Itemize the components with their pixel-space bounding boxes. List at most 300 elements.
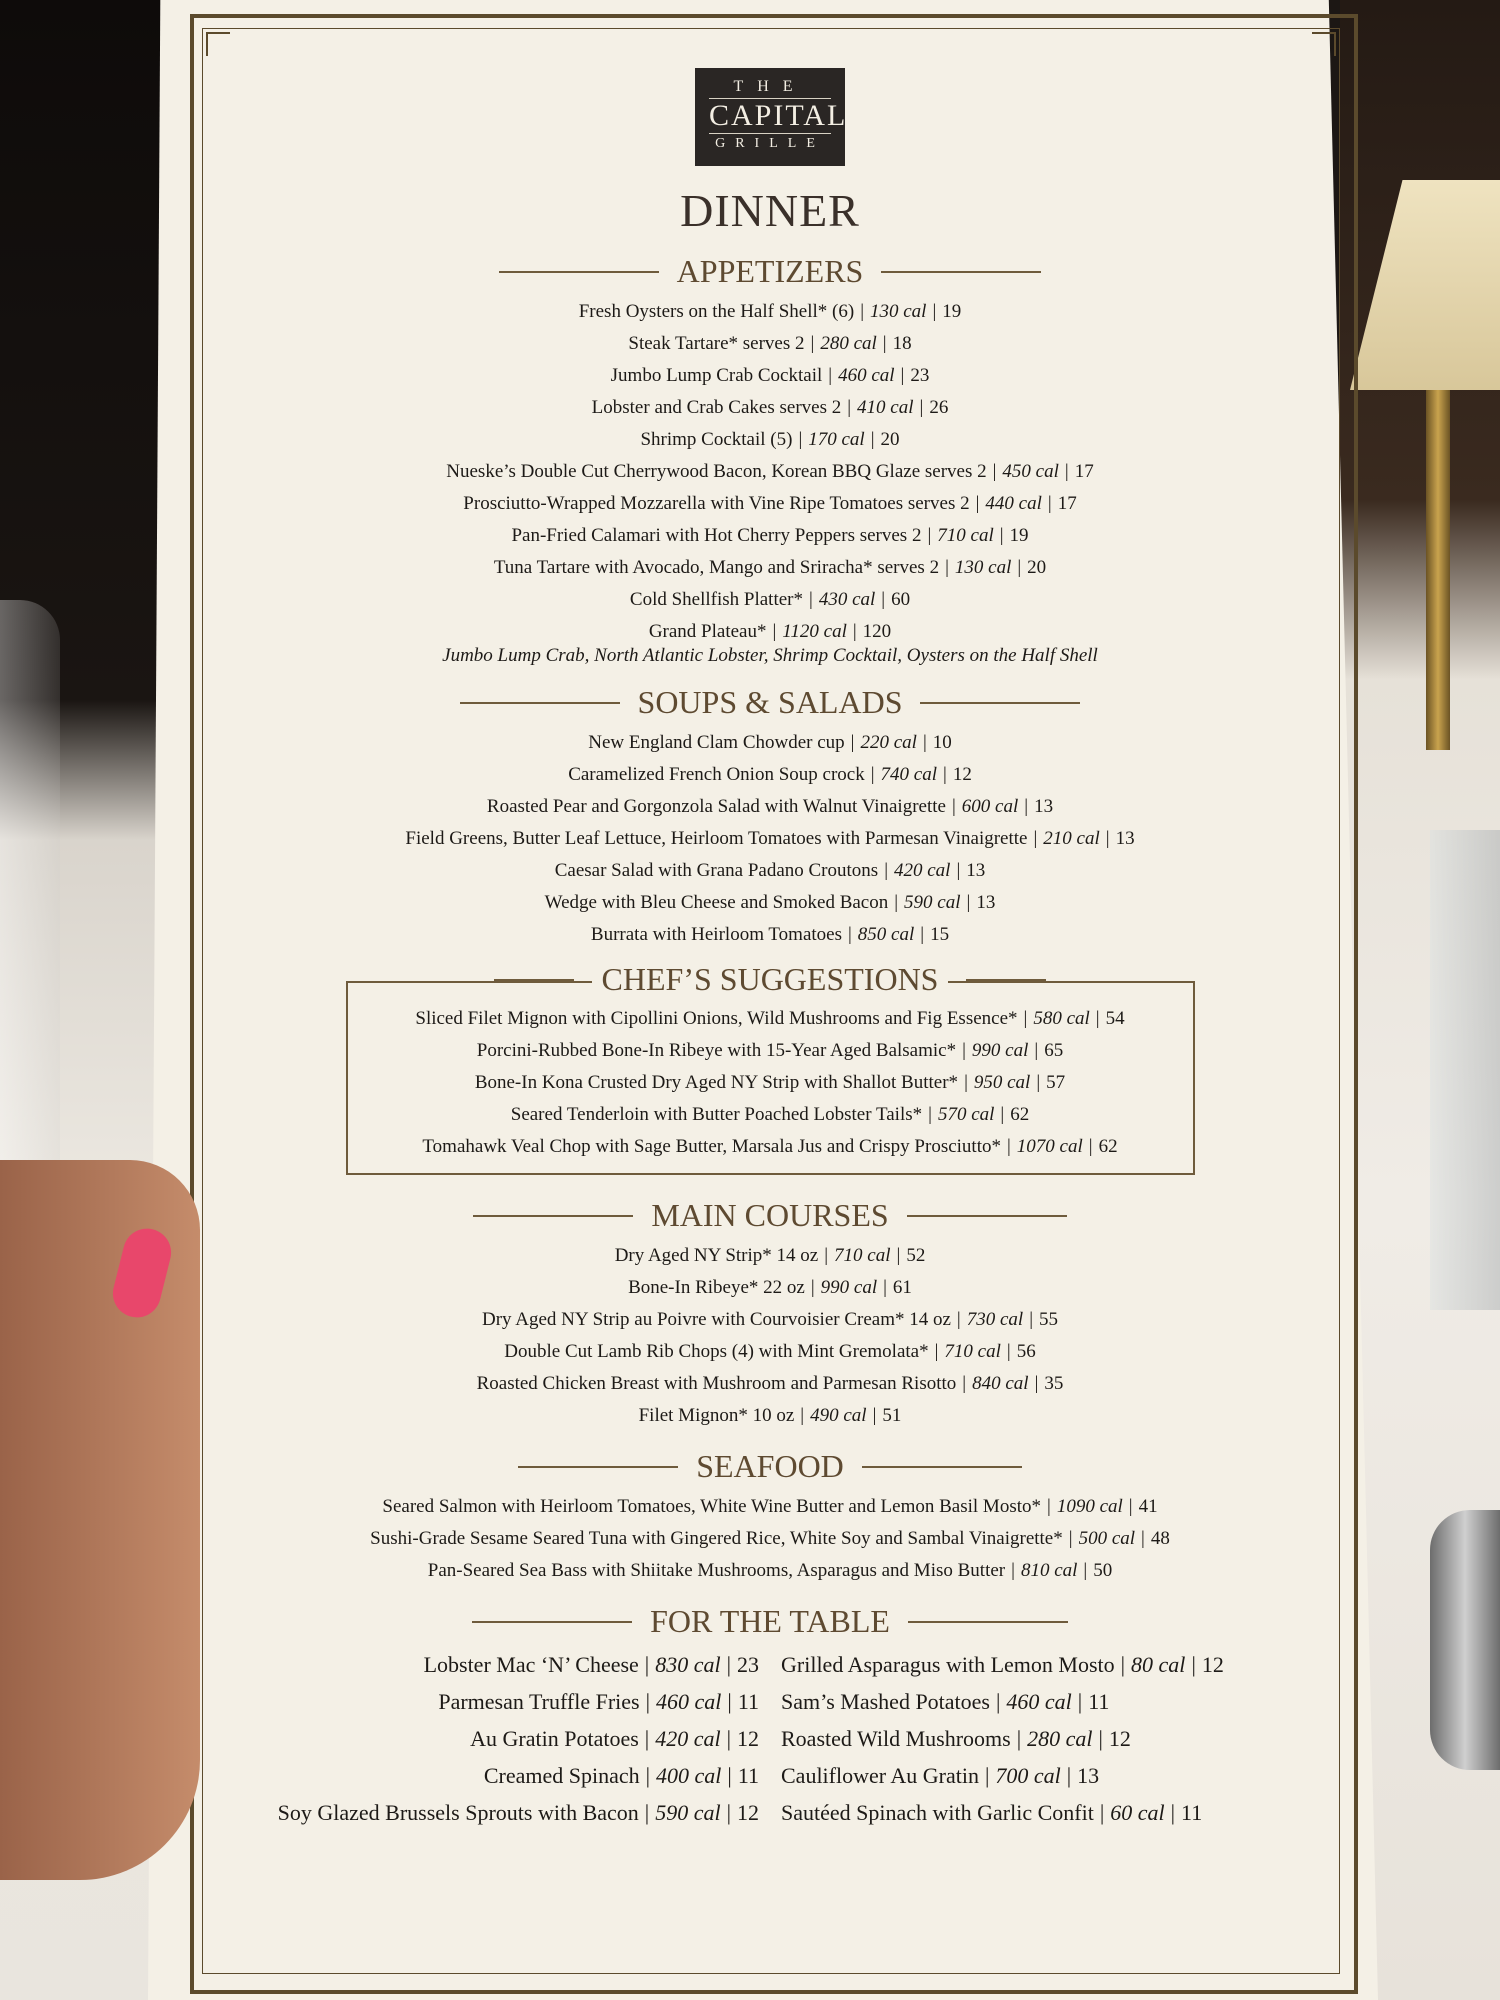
separator: | — [847, 397, 852, 418]
item-price: 62 — [1098, 1136, 1118, 1157]
item-calories: 570 cal — [937, 1104, 995, 1125]
heading-rule — [473, 1215, 633, 1217]
item-price: 13 — [966, 860, 986, 881]
item-name: Parmesan Truffle Fries — [438, 1689, 640, 1714]
item-calories: 850 cal — [857, 924, 915, 945]
separator: | — [927, 525, 932, 546]
separator: | — [882, 333, 887, 354]
menu-item — [781, 1683, 1320, 1720]
item-calories: 810 cal — [1020, 1560, 1078, 1581]
menu-item — [220, 1757, 759, 1794]
logo-line1: THE — [733, 78, 807, 95]
item-calories: 130 cal — [870, 301, 927, 322]
heading-label: MAIN COURSES — [651, 1197, 889, 1233]
item-price: 20 — [880, 429, 900, 450]
section-main-courses — [220, 1197, 1320, 1432]
separator: | — [772, 621, 777, 642]
separator: | — [1036, 1072, 1041, 1093]
separator: | — [850, 732, 855, 753]
item-calories: 740 cal — [880, 764, 937, 785]
item-price: 13 — [1034, 796, 1054, 817]
menu-item — [220, 855, 1320, 887]
menu-title: DINNER — [680, 185, 860, 236]
item-calories: 730 cal — [966, 1309, 1024, 1330]
separator: | — [810, 333, 815, 354]
item-price: 52 — [906, 1245, 926, 1266]
separator: | — [1191, 1652, 1196, 1677]
menu-item — [220, 1240, 1320, 1272]
separator: | — [992, 461, 997, 482]
separator: | — [975, 493, 980, 514]
item-price: 23 — [910, 365, 930, 386]
separator: | — [1016, 1726, 1022, 1751]
item-price: 65 — [1044, 1040, 1064, 1061]
item-name: Sushi-Grade Sesame Seared Tuna with Gingered Rice, White Soy and Sambal Vinaigrette* — [370, 1528, 1063, 1549]
separator: | — [1083, 1560, 1088, 1581]
item-calories: 1120 cal — [782, 621, 847, 642]
item-price: 54 — [1105, 1008, 1125, 1029]
separator: | — [1033, 828, 1038, 849]
separator: | — [847, 924, 852, 945]
item-name: Tuna Tartare with Avocado, Mango and Sriracha* serves 2 — [493, 557, 940, 578]
section-for-the-table — [220, 1603, 1320, 1831]
heading-rule — [862, 1466, 1022, 1468]
section-heading — [220, 1448, 1320, 1485]
separator: | — [883, 1277, 887, 1298]
section-heading — [348, 961, 1193, 998]
item-name: Prosciutto-Wrapped Mozzarella with Vine Ripe Tomatoes serves 2 — [463, 493, 970, 514]
item-name: Cauliflower Au Gratin — [781, 1763, 979, 1788]
separator: | — [881, 589, 886, 610]
item-name: Jumbo Lump Crab Cocktail — [610, 365, 823, 386]
menu-item — [781, 1757, 1320, 1794]
item-price: 13 — [1115, 828, 1135, 849]
item-price: 12 — [1108, 1726, 1131, 1751]
item-price: 11 — [737, 1763, 759, 1788]
item-name: Caesar Salad with Grana Padano Croutons — [554, 860, 879, 881]
item-calories: 450 cal — [1002, 461, 1059, 482]
separator: | — [962, 1373, 967, 1394]
menu-item — [220, 584, 1320, 616]
item-calories: 400 cal — [656, 1763, 722, 1788]
separator: | — [919, 397, 924, 418]
item-name: New England Clam Chowder cup — [588, 732, 845, 753]
separator: | — [1000, 1104, 1005, 1125]
separator: | — [726, 1800, 731, 1825]
separator: | — [644, 1726, 650, 1751]
separator: | — [645, 1763, 651, 1788]
item-name: Roasted Wild Mushrooms — [781, 1726, 1011, 1751]
heading-label: APPETIZERS — [676, 253, 864, 289]
section-heading — [220, 684, 1320, 721]
separator: | — [727, 1689, 732, 1714]
item-price: 57 — [1046, 1072, 1066, 1093]
separator: | — [999, 525, 1004, 546]
item-name: Tomahawk Veal Chop with Sage Butter, Marsala Jus and Crispy Prosciutto* — [422, 1136, 1001, 1157]
item-price: 55 — [1039, 1309, 1059, 1330]
separator: | — [962, 1040, 966, 1061]
separator: | — [1034, 1040, 1039, 1061]
item-name: Caramelized French Onion Soup crock — [568, 764, 865, 785]
item-price: 26 — [929, 397, 949, 418]
item-calories: 580 cal — [1033, 1008, 1090, 1029]
menu-item — [220, 1646, 759, 1683]
heading-rule — [920, 702, 1080, 704]
item-name: Creamed Spinach — [483, 1763, 640, 1788]
item-calories: 460 cal — [656, 1689, 722, 1714]
item-price: 62 — [1010, 1104, 1030, 1125]
heading-rule — [881, 271, 1041, 273]
item-calories: 280 cal — [1027, 1726, 1093, 1751]
item-price: 12 — [737, 1726, 759, 1751]
separator: | — [966, 892, 971, 913]
item-name: Field Greens, Butter Leaf Lettuce, Heirloom Tomatoes with Parmesan Vinaigrette — [405, 828, 1028, 849]
separator: | — [798, 429, 803, 450]
sides-grid — [220, 1646, 1320, 1831]
separator: | — [984, 1763, 990, 1788]
menu-item — [220, 1720, 759, 1757]
item-name: Seared Salmon with Heirloom Tomatoes, White Wine Butter and Lemon Basil Mosto* — [382, 1496, 1041, 1517]
separator: | — [956, 860, 961, 881]
heading-rule — [966, 979, 1046, 981]
heading-rule — [460, 702, 620, 704]
separator: | — [645, 1689, 651, 1714]
menu-item — [781, 1646, 1320, 1683]
separator: | — [1024, 796, 1029, 817]
separator: | — [1011, 1560, 1015, 1581]
item-price: 13 — [976, 892, 996, 913]
item-calories: 600 cal — [961, 796, 1019, 817]
separator: | — [1099, 1800, 1105, 1825]
item-name: Bone-In Ribeye* 22 oz — [628, 1277, 805, 1298]
separator: | — [896, 1245, 901, 1266]
heading-rule — [908, 1621, 1068, 1623]
item-calories: 440 cal — [985, 493, 1042, 514]
separator: | — [900, 365, 905, 386]
item-price: 19 — [1009, 525, 1029, 546]
item-calories: 1070 cal — [1016, 1136, 1083, 1157]
item-name: Lobster Mac ‘N’ Cheese — [423, 1652, 639, 1677]
item-name: Roasted Pear and Gorgonzola Salad with Walnut Vinaigrette — [486, 796, 946, 817]
separator: | — [943, 764, 947, 785]
separator: | — [727, 1763, 732, 1788]
menu-item — [348, 1131, 1193, 1163]
item-price: 10 — [932, 732, 952, 753]
menu-item — [348, 1035, 1193, 1067]
heading-label: CHEF’S SUGGESTIONS — [592, 961, 949, 998]
item-price: 56 — [1016, 1341, 1036, 1362]
menu-item — [220, 759, 1320, 791]
item-name: Burrata with Heirloom Tomatoes — [590, 924, 842, 945]
item-calories: 420 cal — [894, 860, 951, 881]
main-list — [220, 1240, 1320, 1432]
restaurant-logo — [695, 68, 848, 166]
menu-item — [220, 1336, 1320, 1368]
menu-item — [220, 1304, 1320, 1336]
item-price: 11 — [737, 1689, 759, 1714]
heading-rule — [472, 1621, 632, 1623]
logo-line3: GRILLE — [715, 136, 825, 151]
item-price: 18 — [892, 333, 912, 354]
separator: | — [1077, 1689, 1083, 1714]
section-heading — [220, 1603, 1320, 1640]
item-calories: 950 cal — [973, 1072, 1031, 1093]
separator: | — [956, 1309, 961, 1330]
item-name: Dry Aged NY Strip au Poivre with Courvoisier Cream* 14 oz — [481, 1309, 951, 1330]
separator: | — [644, 1652, 650, 1677]
item-name: Sam’s Mashed Potatoes — [781, 1689, 990, 1714]
item-price: 23 — [737, 1652, 759, 1677]
water-glass — [1430, 830, 1500, 1310]
item-calories: 420 cal — [655, 1726, 721, 1751]
separator: | — [996, 1689, 1001, 1714]
separator: | — [1120, 1652, 1126, 1677]
separator: | — [644, 1800, 650, 1825]
item-calories: 590 cal — [904, 892, 961, 913]
chef-suggestions-box — [346, 961, 1195, 1175]
item-calories: 460 cal — [1006, 1689, 1072, 1714]
section-chef-suggestions — [220, 961, 1320, 1175]
item-name: Steak Tartare* serves 2 — [628, 333, 805, 354]
item-name: Porcini-Rubbed Bone-In Ribeye with 15-Year Aged Balsamic* — [476, 1040, 957, 1061]
spoon — [1430, 1510, 1500, 1770]
menu-item — [220, 1683, 759, 1720]
item-price: 19 — [942, 301, 962, 322]
separator: | — [1141, 1528, 1145, 1549]
separator: | — [809, 589, 813, 610]
separator: | — [870, 429, 875, 450]
item-price: 50 — [1093, 1560, 1113, 1581]
separator: | — [1047, 1496, 1051, 1517]
item-name: Au Gratin Potatoes — [470, 1726, 639, 1751]
item-price: 11 — [1088, 1689, 1110, 1714]
item-name: Double Cut Lamb Rib Chops (4) with Mint Gremolata* — [504, 1341, 929, 1362]
item-price: 15 — [930, 924, 950, 945]
item-name: Pan-Seared Sea Bass with Shiitake Mushrooms, Asparagus and Miso Butter — [427, 1560, 1006, 1581]
menu-item — [220, 1555, 1320, 1587]
item-calories: 990 cal — [820, 1277, 878, 1298]
separator: | — [870, 764, 875, 785]
menu-item — [220, 1368, 1320, 1400]
separator: | — [828, 365, 833, 386]
menu-item — [348, 1099, 1193, 1131]
menu-item — [220, 424, 1320, 456]
menu-item — [220, 328, 1320, 360]
item-name: Sliced Filet Mignon with Cipollini Onions, Wild Mushrooms and Fig Essence* — [415, 1008, 1018, 1029]
item-name: Lobster and Crab Cakes serves 2 — [591, 397, 842, 418]
separator: | — [800, 1405, 805, 1426]
menu-item — [220, 520, 1320, 552]
heading-rule — [518, 1466, 678, 1468]
item-calories: 460 cal — [838, 365, 895, 386]
item-price: 120 — [862, 621, 892, 642]
item-name: Dry Aged NY Strip* 14 oz — [614, 1245, 819, 1266]
separator: | — [1170, 1800, 1176, 1825]
separator: | — [1068, 1528, 1073, 1549]
plateau-note: Jumbo Lump Crab, North Atlantic Lobster, Shrimp Cocktail, Oysters on the Half Shell — [442, 645, 1098, 666]
separator: | — [1006, 1341, 1011, 1362]
item-calories: 130 cal — [954, 557, 1012, 578]
separator: | — [1088, 1136, 1093, 1157]
item-price: 17 — [1057, 493, 1077, 514]
separator: | — [932, 301, 937, 322]
menu-item — [220, 1794, 759, 1831]
item-calories: 80 cal — [1131, 1652, 1186, 1677]
heading-label: SOUPS & SALADS — [637, 684, 903, 720]
item-price: 20 — [1027, 557, 1047, 578]
item-name: Cold Shellfish Platter* — [629, 589, 803, 610]
sides-right-column — [781, 1646, 1320, 1831]
item-name: Grilled Asparagus with Lemon Mosto — [781, 1652, 1115, 1677]
separator: | — [928, 1104, 932, 1125]
item-calories: 700 cal — [995, 1763, 1061, 1788]
menu-item — [220, 919, 1320, 951]
appetizer-list — [220, 296, 1320, 648]
menu-item — [348, 1003, 1193, 1035]
menu-item — [220, 488, 1320, 520]
item-calories: 590 cal — [655, 1800, 721, 1825]
separator: | — [1066, 1763, 1072, 1788]
menu-item — [220, 392, 1320, 424]
item-name: Pan-Fried Calamari with Hot Cherry Peppers serves 2 — [511, 525, 922, 546]
heading-rule — [494, 979, 574, 981]
section-seafood — [220, 1448, 1320, 1587]
separator: | — [872, 1405, 877, 1426]
item-calories: 220 cal — [860, 732, 917, 753]
separator: | — [1098, 1726, 1103, 1751]
item-calories: 830 cal — [655, 1652, 721, 1677]
separator: | — [1034, 1373, 1039, 1394]
item-price: 60 — [891, 589, 911, 610]
menu-item — [220, 296, 1320, 328]
menu-item — [220, 456, 1320, 488]
hand — [0, 1160, 200, 1880]
section-appetizers — [220, 253, 1320, 668]
separator: | — [884, 860, 888, 881]
separator: | — [894, 892, 899, 913]
section-soups-salads — [220, 684, 1320, 951]
separator: | — [922, 732, 927, 753]
menu-item — [348, 1067, 1193, 1099]
lamp-base — [1426, 390, 1450, 750]
separator: | — [1047, 493, 1052, 514]
heading-label: SEAFOOD — [696, 1448, 844, 1484]
menu-item — [220, 1523, 1320, 1555]
item-calories: 170 cal — [808, 429, 865, 450]
item-price: 61 — [892, 1277, 912, 1298]
item-calories: 60 cal — [1110, 1800, 1165, 1825]
corner-ornament — [206, 32, 230, 56]
separator: | — [1023, 1008, 1028, 1029]
separator: | — [1064, 461, 1069, 482]
item-calories: 710 cal — [944, 1341, 1001, 1362]
item-calories: 710 cal — [937, 525, 994, 546]
separator: | — [824, 1245, 829, 1266]
menu-item — [220, 360, 1320, 392]
section-heading — [220, 1197, 1320, 1234]
separator: | — [726, 1726, 731, 1751]
heading-rule — [499, 271, 659, 273]
menu-item — [220, 823, 1320, 855]
logo-line2: CAPITAL — [709, 99, 848, 132]
menu-content — [220, 68, 1320, 1831]
item-name: Grand Plateau* — [648, 621, 767, 642]
item-name: Fresh Oysters on the Half Shell* (6) — [578, 301, 855, 322]
item-name: Shrimp Cocktail (5) — [640, 429, 793, 450]
separator: | — [860, 301, 864, 322]
separator: | — [810, 1277, 815, 1298]
item-name: Wedge with Bleu Cheese and Smoked Bacon — [544, 892, 889, 913]
chef-list — [348, 1003, 1193, 1163]
corner-ornament — [1312, 32, 1336, 56]
item-calories: 210 cal — [1043, 828, 1100, 849]
separator: | — [1128, 1496, 1133, 1517]
separator: | — [920, 924, 925, 945]
menu-item — [220, 1491, 1320, 1523]
separator: | — [951, 796, 956, 817]
menu-item — [220, 1272, 1320, 1304]
item-price: 13 — [1077, 1763, 1100, 1788]
item-calories: 710 cal — [834, 1245, 891, 1266]
item-calories: 280 cal — [820, 333, 877, 354]
item-calories: 500 cal — [1078, 1528, 1136, 1549]
item-name: Sautéed Spinach with Garlic Confit — [781, 1800, 1094, 1825]
heading-rule — [907, 1215, 1067, 1217]
item-calories: 410 cal — [857, 397, 914, 418]
item-price: 12 — [952, 764, 972, 785]
item-price: 11 — [1181, 1800, 1203, 1825]
item-price: 48 — [1150, 1528, 1170, 1549]
seafood-list — [220, 1491, 1320, 1587]
item-calories: 840 cal — [972, 1373, 1029, 1394]
item-calories: 430 cal — [818, 589, 876, 610]
item-calories: 1090 cal — [1056, 1496, 1123, 1517]
item-name: Seared Tenderloin with Butter Poached Lobster Tails* — [510, 1104, 923, 1125]
item-name: Bone-In Kona Crusted Dry Aged NY Strip with Shallot Butter* — [474, 1072, 959, 1093]
separator: | — [1095, 1008, 1100, 1029]
separator: | — [726, 1652, 731, 1677]
separator: | — [1029, 1309, 1034, 1330]
item-price: 41 — [1138, 1496, 1158, 1517]
item-calories: 490 cal — [810, 1405, 867, 1426]
sides-left-column — [220, 1646, 759, 1831]
item-name: Filet Mignon* 10 oz — [638, 1405, 795, 1426]
separator: | — [1105, 828, 1110, 849]
separator: | — [964, 1072, 968, 1093]
separator: | — [1006, 1136, 1011, 1157]
item-price: 17 — [1074, 461, 1094, 482]
item-name: Roasted Chicken Breast with Mushroom and Parmesan Risotto — [476, 1373, 957, 1394]
menu-item — [220, 727, 1320, 759]
separator: | — [934, 1341, 939, 1362]
menu-item — [781, 1720, 1320, 1757]
menu-item — [220, 791, 1320, 823]
item-price: 35 — [1044, 1373, 1064, 1394]
item-name: Soy Glazed Brussels Sprouts with Bacon — [277, 1800, 639, 1825]
heading-label: FOR THE TABLE — [650, 1603, 890, 1639]
separator: | — [852, 621, 857, 642]
menu-item — [220, 1400, 1320, 1432]
menu-item — [220, 887, 1320, 919]
item-name: Nueske’s Double Cut Cherrywood Bacon, Korean BBQ Glaze serves 2 — [446, 461, 987, 482]
item-calories: 990 cal — [971, 1040, 1029, 1061]
separator: | — [1017, 557, 1022, 578]
item-price: 51 — [882, 1405, 902, 1426]
item-price: 12 — [737, 1800, 759, 1825]
soup-list — [220, 727, 1320, 951]
menu-item — [220, 552, 1320, 584]
separator: | — [945, 557, 949, 578]
